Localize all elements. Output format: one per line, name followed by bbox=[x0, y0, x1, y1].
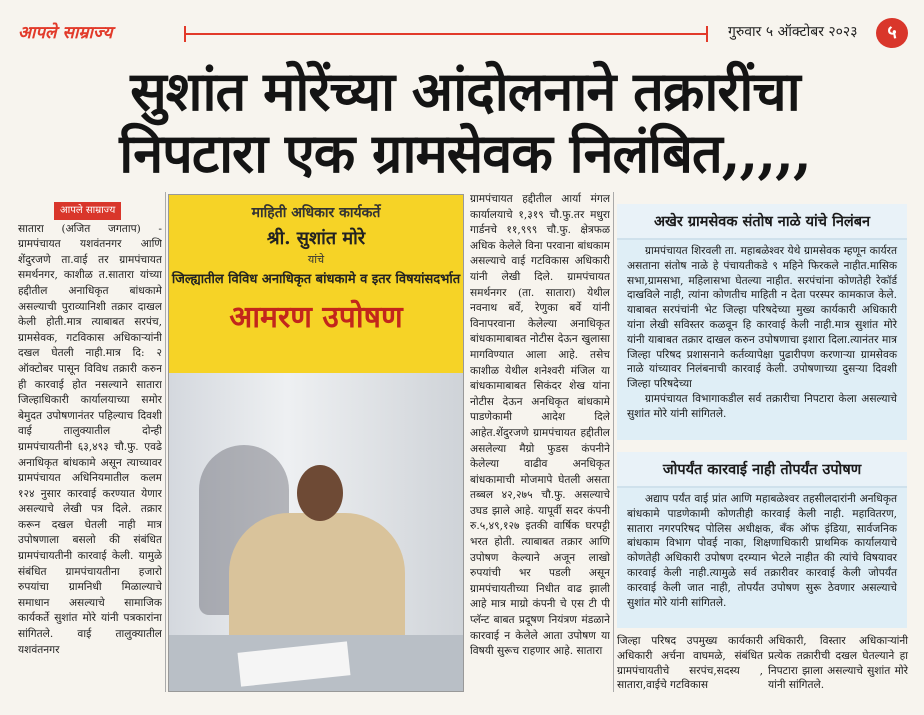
photo-person-head bbox=[297, 465, 343, 521]
headline-line-2: निपटारा एक ग्रामसेवक निलंबित,,,,, bbox=[119, 121, 811, 185]
protest-banner bbox=[169, 195, 463, 373]
masthead-rule-tick-right bbox=[706, 26, 708, 42]
column-1-text: सातारा (अजित जगताप) - ग्रामपंचायत यशवंतनगर आणि शेंदुरजणे ता.वाई तर ग्रामपंचायत समर्थनगर, काशीळ त.सातारा यांच्या हद्दीतील अनाधिकृत बांधकामे असल्याची पुराव्यानिशी तक्रार दाखल केली होती.मात्र त्याबाबत सरपंच, ग्रामसेवक, गटविकास अधिकाऱ्यांनी दखल घेतली नाही.मात्र दि: २ ऑक्टोबर पासून विविध तक्रारी करुन ही कारवाई होत नसल्याने सातारा जिल्हाधिकारी कार्यालयाच्या समोर बेमुदत उपोषणानंतर पहिल्याच दिवशी वाई तालुक्यातील दोन्ही ग्रामपंचायतीनी ६३,४९३ चौ.फु. एवढे अनाधिकृत बांधकामे असून त्याच्यावर ग्रामपंचायत अधिनियमातील कलम १२४ नुसार कारवाई करण्यात येणार असल्याचे लेखी पत्र दिले. तक्रार करून दखल घेतली नाही मात्र उपोषणाला बसलो की संबंधित ग्रामपंचायतीनी कारवाई केली. यामुळे संबंधित ग्रामपंचायतीना हजारो रुपयांचा ग्रामनिधी मिळाल्याचे समाधान असल्याचे सामाजिक कार्यकर्ते सुशांत मोरे यांनी पत्रकारांना सांगितले. वाई तालुक्यातील यशवंतनगर bbox=[18, 222, 162, 656]
masthead-rule bbox=[186, 33, 706, 35]
banner-line-5: आमरण उपोषण bbox=[229, 300, 403, 335]
column-3-text: ग्रामपंचायत हद्दीतील आर्या मंगल कार्यालयाचे १,३१९ चौ.फु.तर मधुरा गार्डनचे ११,९९९ चौ.फु. क्षेत्रफळ अधिक केलेले विना परवाना बांधकाम असल्याचे वाई गटविकास अधिकारी यांनी लेखी दिले. ग्रामपंचायत समर्थनगर (ता. सातारा) येथील नवनाथ बर्वे, रेणुका बर्वे यांनी विनापरवाना केलेल्या अनाधिकृत बांधकामाबाबत नोटीस देऊन खुलासा मागविण्यात आला आहे. तसेच काशीळ येथील शनेश्वरी मंजिल या बांधकामाबाबत सिकंदर शेख यांना नोटीस देऊन अनधिकृत बांधकामे पाडणेकामी आदेश दिले आहेत.शेंदुरजणे ग्रामपंचायत हद्दीतील असलेल्या मैग्रो फुडस कंपनीने केलेल्या वाढीव अनधिकृत बांधकामाची मोजमापे घेतली असता तब्बल ४२,२७५ चौ.फु. असल्याचे उघड झाले आहे. यापूर्वी सदर कंपनी रु.५,४९,१२७ इतकी वार्षिक घरपट्टी भरत होती. त्याबाबत तक्रार आणि उपोषण केल्याने अजून लाखो रुपयांची भर पडली असून ग्रामपंचायतीच्या निधीत वाढ झाली आहे मात्र माग्रो कंपनी चे एस टी पी प्लॅन्ट बाबत प्रदूषण नियंत्रण मंडळाने कारवाई न केलेले आता उपोषण या विषयी सुरूच राहणार आहे. सातारा bbox=[470, 193, 610, 658]
banner-line-4: जिल्ह्यातील विविध अनाधिकृत बांधकामे व इतर विषयांसदर्भात bbox=[171, 272, 461, 287]
banner-line-1: माहिती अधिकार कार्यकर्ते bbox=[251, 205, 381, 221]
masthead-brand: आपले साम्राज्य bbox=[18, 23, 113, 43]
masthead bbox=[14, 18, 910, 48]
sidebar-box-hunger-strike bbox=[617, 452, 907, 628]
column-divider bbox=[613, 192, 614, 692]
bottom-text-right: अधिकारी, विस्तार अधिकाऱ्यांनी प्रत्येक तक्रारीची दखल घेतल्याने हा निपटारा झाला असल्याचे सुशांत मोरे यांनी सांगितले. bbox=[768, 635, 908, 692]
masthead-date: गुरुवार ५ ऑक्टोबर २०२३ bbox=[728, 24, 858, 40]
column-source-tag: आपले साम्राज्य bbox=[54, 202, 121, 220]
box-2-title: जोपर्यंत कारवाई नाही तोपर्यंत उपोषण bbox=[617, 452, 907, 488]
bottom-text-left: जिल्हा परिषद उपमुख्य कार्यकारी अधिकारी अर्चना वाघमळे, संबंधित ग्रामपंचायतीचे सरपंच,सदस्य , सातारा,वाईचे गटविकास bbox=[617, 635, 763, 692]
box-1-paragraph-1: ग्रामपंचायत शिरवली ता. महाबळेश्वर येथे ग्रामसेवक म्हणून कार्यरत असताना संतोष नाळे हे पंचायतीकडे ९ महिने फिरकले नाहीत.मासिक सभा,ग्रामसभा, महिलासभा घेतल्या नाहीत. सरपंचांना कोणतेही रेकॉर्ड दाखविले नाही, त्यांना कोणतीच माहिती न देता परस्पर कामकाज केले. याबाबत सरपंचांनी भेट जिल्हा परिषदेच्या मुख्य कार्यकारी अधिकारी यांना लेखी सविस्तर कळवून हि कारवाई केली नाही.मात्र सुशांत मोरे यांनी याबाबत तक्रार दाखल करुन उपोषणाचा इशारा दिला.त्यानंतर मात्र जिल्हा परिषद प्रशासनाने कर्तव्यापेक्षा पुढारीपण करणाऱ्या ग्रामसेवक नाळे यांच्यावर निलंबनाची कारवाई केली. उपोषणाच्या दुसऱ्या दिवशी जिल्हा परिषदेच्या bbox=[627, 245, 897, 391]
banner-line-2: श्री. सुशांत मोरे bbox=[266, 228, 366, 249]
banner-line-3: यांचे bbox=[307, 253, 325, 266]
article-column-1 bbox=[18, 202, 162, 692]
box-1-text bbox=[617, 240, 907, 426]
sidebar-box-suspension bbox=[617, 204, 907, 440]
box-2-text bbox=[617, 488, 907, 614]
box-2-paragraph-1: अद्याप पर्यंत वाई प्रांत आणि महाबळेश्वर तहसीलदारांनी अनधिकृत बांधकामे पाडणेकामी कोणतीही कारवाई केली नाही. महावितरण, सातारा नगरपरिषद पोलिस अधीक्षक, बँक ऑफ इंडिया, सार्वजनिक बांधकाम विभाग पोवई नाका, शिक्षणाधिकारी प्राथमिक कार्यालयाचे कोणतेही अधिकारी उपोषण दरम्यान भेटले नाहीत की त्यांचे विषयावर कारवाई केली नाही.त्यामुळे सर्व तक्रारीवर कारवाई केली जोपर्यंत कारवाई केली जात नाही, तोपर्यंत उपोषण सुरू ठेवणार असल्याचे सुशांत मोरे यांनी सांगितले. bbox=[627, 493, 897, 609]
box-1-title: अखेर ग्रामसेवक संतोष नाळे यांचे निलंबन bbox=[617, 204, 907, 240]
headline bbox=[40, 60, 890, 184]
protest-photo bbox=[168, 194, 464, 692]
column-divider bbox=[165, 192, 166, 692]
box-1-paragraph-2: ग्रामपंचायत विभागाकडील सर्व तक्रारीचा निपटारा केला असल्याचे सुशांत मोरे यांनी सांगितले. bbox=[627, 392, 897, 420]
page-number-badge: ५ bbox=[876, 18, 908, 48]
cutoff-next-headline bbox=[130, 700, 590, 714]
headline-line-1: सुशांत मोरेंच्या आंदोलनाने तक्रारींचा bbox=[130, 59, 800, 123]
article-column-3 bbox=[470, 192, 610, 692]
